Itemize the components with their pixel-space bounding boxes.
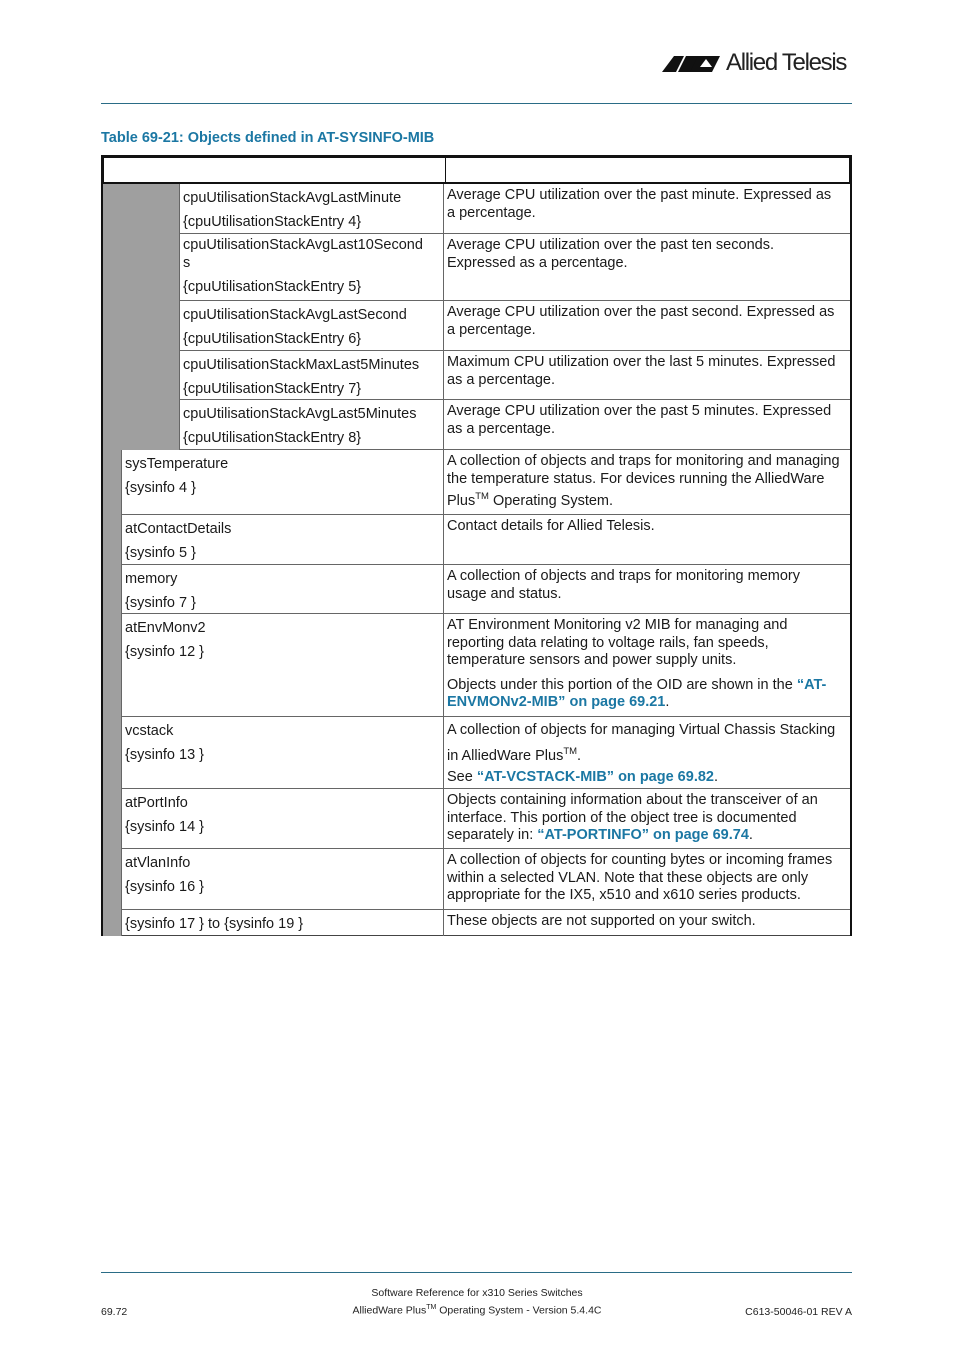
object-name: cpuUtilisationStackAvgLast10Second [183, 237, 423, 253]
trademark: TM [563, 746, 578, 757]
mib-objects-table [101, 155, 852, 936]
document-id: C613-50046-01 REV A [745, 1306, 852, 1318]
object-oid: {sysinfo 5 } [125, 545, 196, 561]
table-row [101, 910, 852, 936]
object-description: Average CPU utilization over the past ten seconds. Expressed as a percentage. [447, 237, 774, 271]
object-name: cpuUtilisationStackAvgLast5Minutes [183, 406, 417, 422]
table-row [101, 717, 852, 789]
object-oid: {cpuUtilisationStackEntry 8} [183, 430, 362, 446]
object-oid: {cpuUtilisationStackEntry 7} [183, 381, 362, 397]
object-description: Average CPU utilization over the past minute. Expressed as a percentage. [447, 187, 832, 221]
object-description: Objects containing information about the transceiver of an interface. This portion of the object tree is documented separately in: “AT-PORTINFO” on page 69.74. [447, 792, 818, 843]
object-name: atEnvMonv2 [125, 620, 206, 636]
table-row [101, 234, 852, 301]
trademark: TM [475, 491, 489, 502]
object-name: cpuUtilisationStackAvgLastMinute [183, 190, 402, 206]
object-oid: {cpuUtilisationStackEntry 4} [183, 214, 362, 230]
object-description: A collection of objects and traps for monitoring and managing the temperature status. For devices running the AlliedWare Plus™ Operating System. [447, 453, 840, 509]
object-oid: {sysinfo 12 } [125, 644, 204, 660]
object-name-wrap: s [183, 255, 191, 271]
object-description: A collection of objects and traps for monitoring memory usage and status. [447, 568, 800, 602]
table-row [101, 184, 852, 234]
object-oid: {sysinfo 4 } [125, 480, 196, 496]
link-at-portinfo[interactable]: “AT-PORTINFO” on page 69.74 [537, 827, 749, 843]
table-row [101, 400, 852, 450]
table-row [101, 301, 852, 351]
object-name: atContactDetails [125, 521, 232, 537]
object-description: Average CPU utilization over the past 5 minutes. Expressed as a percentage. [447, 403, 832, 437]
object-oid: {sysinfo 13 } [125, 747, 204, 763]
table-row [101, 789, 852, 849]
table-row [101, 849, 852, 910]
table-row [101, 515, 852, 565]
object-oid: {sysinfo 16 } [125, 879, 204, 895]
object-name: atPortInfo [125, 795, 188, 811]
object-name: cpuUtilisationStackAvgLastSecond [183, 307, 407, 323]
object-description: AT Environment Monitoring v2 MIB for managing and reporting data relating to voltage rails, fan speeds, temperature sensors and power supply units. Objects under this portion of the OID are shown in the “AT-ENVMONv2-MIB” on page 69.21. [447, 617, 827, 710]
object-description: Contact details for Allied Telesis. [447, 518, 655, 534]
table-caption: Table 69-21: Objects defined in AT-SYSINFO-MIB [101, 130, 435, 146]
link-at-vcstack-mib[interactable]: “AT-VCSTACK-MIB” on page 69.82 [476, 768, 714, 785]
object-oid: {sysinfo 7 } [125, 595, 196, 611]
page-number: 69.72 [101, 1306, 128, 1318]
object-name: memory [125, 571, 178, 587]
footer-rule [101, 1272, 852, 1273]
object-description: A collection of objects for managing Virtual Chassis Stacking in AlliedWare Plus™. See “AT-VCSTACK-MIB” on page 69.82. [447, 722, 836, 785]
header-rule [101, 103, 852, 104]
object-name: sysTemperature [125, 456, 229, 472]
object-name: {sysinfo 17 } to {sysinfo 19 } [125, 916, 304, 932]
object-description: These objects are not supported on your switch. [447, 913, 756, 929]
object-name: atVlanInfo [125, 855, 191, 871]
object-description: Average CPU utilization over the past second. Expressed as a percentage. [447, 304, 835, 338]
table-header [101, 155, 852, 184]
link-at-envmonv2-mib[interactable]: “AT-ENVMONv2-MIB” on page 69.21 [447, 676, 827, 710]
object-oid: {sysinfo 14 } [125, 819, 204, 835]
object-oid: {cpuUtilisationStackEntry 5} [183, 279, 362, 295]
footer-title: Software Reference for x310 Series Switches [371, 1287, 583, 1299]
object-name: vcstack [125, 723, 174, 739]
table-row [101, 565, 852, 614]
footer-version: AlliedWare Plus™ Operating System - Version 5.4.4C [352, 1304, 602, 1317]
table-row [101, 450, 852, 515]
table-row [101, 351, 852, 400]
table-row [101, 614, 852, 717]
object-description: A collection of objects for counting bytes or incoming frames within a selected VLAN. Note that these objects are only appropriate for the IX5, x510 and x610 series products. [447, 852, 833, 903]
object-description: Maximum CPU utilization over the last 5 minutes. Expressed as a percentage. [447, 354, 836, 388]
object-name: cpuUtilisationStackMaxLast5Minutes [183, 357, 420, 373]
logo-text: Allied Telesis [726, 49, 847, 76]
object-oid: {cpuUtilisationStackEntry 6} [183, 331, 362, 347]
